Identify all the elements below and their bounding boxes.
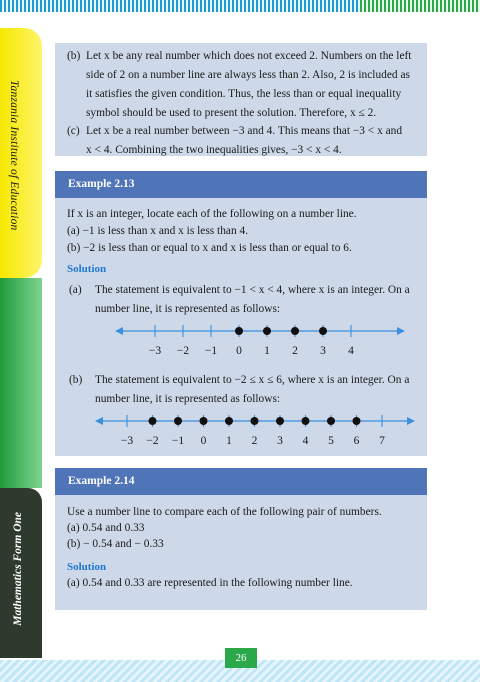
- number-line-a: [115, 321, 405, 359]
- number-line-b-tick-label: 0: [200, 435, 207, 447]
- number-line-a-tick-label: 0: [236, 345, 242, 357]
- number-line-a-point: [319, 327, 327, 335]
- part-b-line: symbol should be used to present the solution. Therefore, x ≤ 2.: [86, 107, 377, 119]
- part-b-text: [86, 47, 411, 123]
- example-2-13-item-b: (b) −2 is less than or equal to x and x is less than or equal to 6.: [67, 242, 352, 254]
- number-line-b-point: [149, 417, 157, 425]
- number-line-b-left-arrow-icon: [95, 417, 103, 425]
- example-2-13-solution-label: Solution: [67, 263, 107, 275]
- number-line-a-right-arrow-icon: [397, 327, 405, 335]
- example-2-14-title: Example 2.14: [55, 468, 427, 495]
- solution-b-text: [95, 371, 409, 409]
- number-line-a-point: [291, 327, 299, 335]
- solution-a-line: number line, it is represented as follows:: [95, 303, 281, 315]
- number-line-b-tick-label: 6: [353, 435, 360, 447]
- example-2-14-item-b: (b) − 0.54 and − 0.33: [67, 538, 164, 550]
- example-2-14-panel: [55, 468, 427, 610]
- part-c-line: x < 4. Combining the two inequalities gives, −3 < x < 4.: [86, 144, 342, 156]
- number-line-b-tick-label: −1: [171, 435, 185, 447]
- example-2-14-intro: Use a number line to compare each of the following pair of numbers.: [67, 506, 382, 518]
- example-2-13-intro: If x is an integer, locate each of the following on a number line.: [67, 208, 357, 220]
- number-line-b-tick-label: −3: [120, 435, 134, 447]
- solution-b-line: The statement is equivalent to −2 ≤ x ≤ 6, where x is an integer. On a: [95, 374, 410, 386]
- side-tab-institute-label: Tanzania Institute of Education: [8, 80, 20, 231]
- number-line-a-tick-label: 2: [292, 345, 298, 357]
- number-line-a-tick-label: −3: [148, 345, 162, 357]
- page-number: 26: [225, 648, 257, 668]
- number-line-a-tick-label: 3: [320, 345, 326, 357]
- number-line-b-tick-label: 4: [302, 435, 309, 447]
- number-line-a-tick-label: −1: [204, 345, 218, 357]
- side-tab-institute: [0, 28, 42, 278]
- solution-a-line: The statement is equivalent to −1 < x < 4, where x is an integer. On a: [95, 284, 410, 296]
- part-c-label: (c): [67, 125, 80, 137]
- number-line-b-tick-label: −2: [146, 435, 159, 447]
- part-b-line: it satisfies the given condition. Thus, the less than or equal inequality: [86, 88, 402, 100]
- part-c-text: [86, 122, 402, 160]
- number-line-b-tick-label: 1: [226, 435, 232, 447]
- number-line-a-left-arrow-icon: [115, 327, 123, 335]
- number-line-b: [95, 411, 415, 449]
- example-2-13-panel: [55, 171, 427, 456]
- number-line-a-tick-label: −2: [176, 345, 190, 357]
- side-tab-subject-label: Mathematics Form One: [12, 512, 24, 626]
- part-b-label: (b): [67, 50, 81, 62]
- number-line-b-point: [302, 417, 310, 425]
- example-2-14-solution-label: Solution: [67, 561, 107, 573]
- top-decorative-band: [0, 0, 480, 12]
- part-c-line: Let x be a real number between −3 and 4. This means that −3 < x and: [86, 125, 403, 137]
- solution-continuation-panel: [55, 43, 427, 156]
- number-line-a-point: [263, 327, 271, 335]
- number-line-a-tick-label: 1: [264, 345, 270, 357]
- solution-b-line: number line, it is represented as follows:: [95, 393, 281, 405]
- number-line-b-tick-label: 7: [379, 435, 385, 447]
- example-2-13-item-a: (a) −1 is less than x and x is less than 4.: [67, 225, 249, 237]
- example-2-14-solution-a: (a) 0.54 and 0.33 are represented in the following number line.: [67, 577, 353, 589]
- example-2-14-item-a: (a) 0.54 and 0.33: [67, 522, 145, 534]
- part-b-line: side of 2 on a number line are always less than 2. Also, 2 is included as: [86, 69, 410, 81]
- number-line-b-tick-label: 3: [277, 435, 283, 447]
- number-line-b-point: [225, 417, 233, 425]
- number-line-b-point: [200, 417, 208, 425]
- number-line-a-tick-label: 4: [348, 345, 354, 357]
- side-tab-green: [0, 278, 42, 488]
- number-line-a-point: [235, 327, 243, 335]
- number-line-b-point: [174, 417, 182, 425]
- number-line-b-point: [353, 417, 361, 425]
- number-line-b-tick-label: 5: [328, 435, 334, 447]
- solution-a-label: (a): [69, 284, 82, 296]
- number-line-b-point: [276, 417, 284, 425]
- number-line-b-right-arrow-icon: [407, 417, 415, 425]
- part-b-line: Let x be any real number which does not exceed 2. Numbers on the left: [86, 50, 412, 62]
- example-2-13-title: Example 2.13: [55, 171, 427, 198]
- number-line-b-point: [251, 417, 259, 425]
- solution-a-text: [95, 281, 410, 319]
- side-tab-subject: [0, 488, 42, 658]
- number-line-b-point: [327, 417, 335, 425]
- solution-b-label: (b): [69, 374, 83, 386]
- number-line-b-tick-label: 2: [251, 435, 258, 447]
